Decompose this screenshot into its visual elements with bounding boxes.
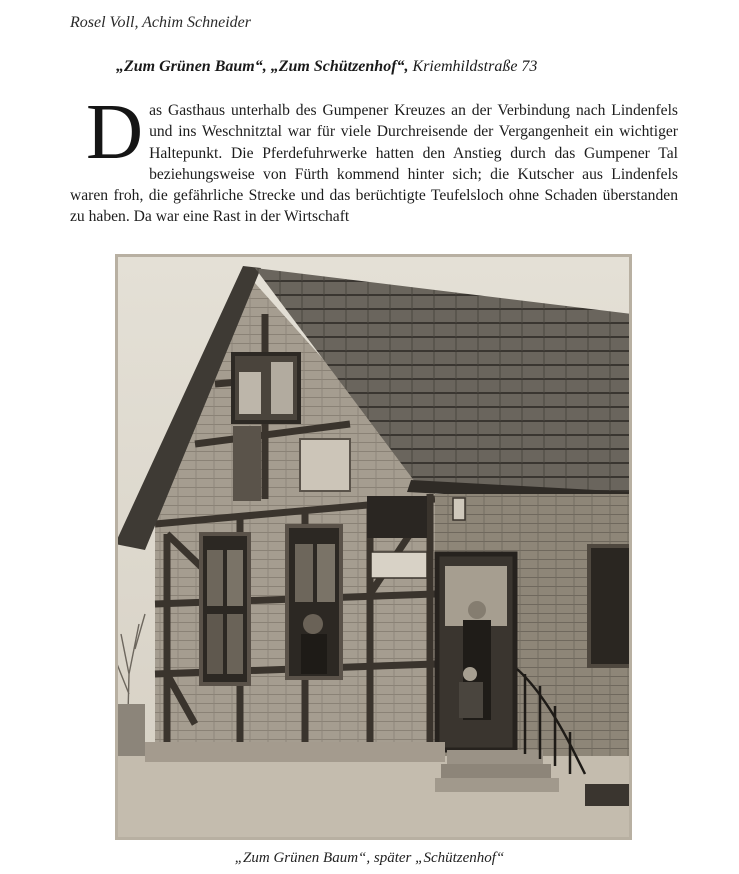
- section-title: [116, 58, 537, 76]
- body-text: as Gasthaus unterhalb des Gumpener Kreuzes an der Verbindung nach Lindenfels und ins Weschnitztal war für viele Durchreisende der Vergangenheit ein wichtiger Haltepunkt. Die Pferdefuhrwerke hatten den Anstieg durch das Gumpener Tal beziehungsweise von Fürth kommend hinter sich; die Kutscher aus Lindenfels waren froh, die gefährliche Strecke und das berüchtigte Teufelsloch ohne Schaden überstanden zu haben. Da war eine Rast in der Wirtschaft: [70, 102, 678, 226]
- running-header-authors: Rosel Voll, Achim Schneider: [70, 14, 251, 31]
- drop-cap: D: [86, 89, 144, 176]
- photo-caption: „Zum Grünen Baum“, später „Schützenhof“: [234, 850, 505, 866]
- title-address: Kriemhildstraße 73: [412, 58, 538, 75]
- body-paragraph: [70, 89, 678, 228]
- historic-photo-gasthaus: [115, 254, 632, 840]
- title-name: „Zum Grünen Baum“, „Zum Schützenhof“,: [116, 58, 409, 75]
